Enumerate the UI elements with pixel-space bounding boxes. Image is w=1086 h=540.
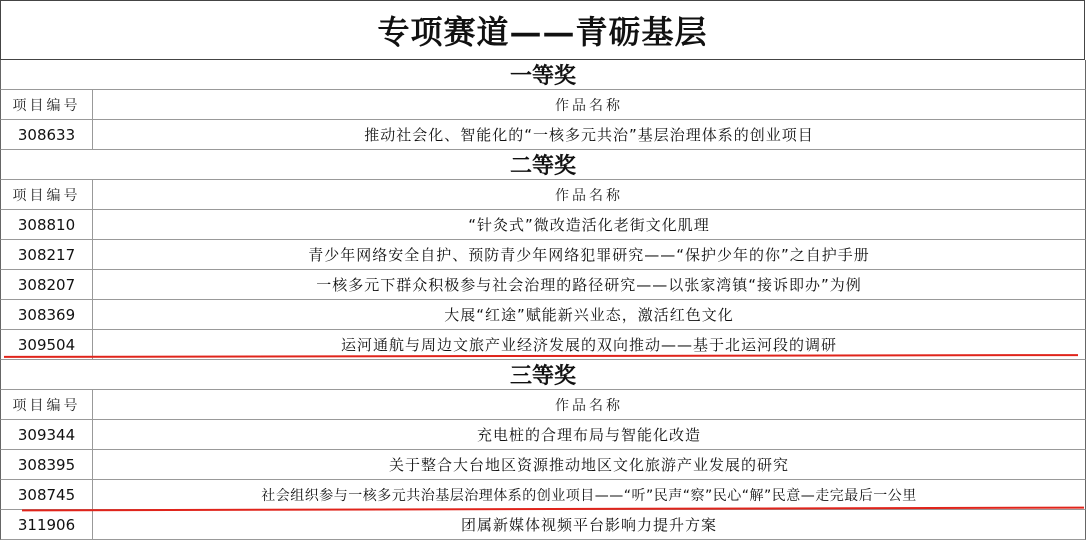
table-row	[0, 210, 1086, 240]
project-id-cell: 311906	[1, 510, 93, 539]
table-header	[0, 180, 1086, 210]
section-heading-second-prize: 二等奖	[0, 150, 1086, 180]
table-row	[0, 420, 1086, 450]
awards-table	[0, 60, 1086, 540]
project-id-cell: 308217	[1, 240, 93, 269]
table-row	[0, 300, 1086, 330]
project-name-cell: 社会组织参与一核多元共治基层治理体系的创业项目——“听”民声“察”民心“解”民意—走完最后一公里	[261, 487, 917, 504]
project-name-cell: 推动社会化、智能化的“一核多元共治”基层治理体系的创业项目	[364, 126, 814, 144]
page-title: 专项赛道——青砺基层	[0, 0, 1085, 60]
table-row	[0, 270, 1086, 300]
project-name-cell: 一核多元下群众积极参与社会治理的路径研究——以张家湾镇“接诉即办”为例	[316, 276, 862, 294]
project-name-cell: 运河通航与周边文旅产业经济发展的双向推动——基于北运河段的调研	[340, 336, 837, 354]
table-row	[0, 480, 1086, 510]
project-id-cell: 308745	[1, 480, 93, 509]
column-header-name: 作品名称	[555, 97, 623, 114]
project-id-cell: 308633	[1, 120, 93, 149]
column-header-id: 项目编号	[1, 390, 93, 419]
project-id-cell: 309504	[1, 330, 93, 359]
project-name-cell: “针灸式”微改造活化老街文化肌理	[468, 216, 710, 234]
project-id-cell: 308395	[1, 450, 93, 479]
column-header-id: 项目编号	[1, 90, 93, 119]
column-header-name: 作品名称	[555, 187, 623, 204]
column-header-name: 作品名称	[555, 397, 623, 414]
table-header	[0, 90, 1086, 120]
table-row	[0, 510, 1086, 540]
project-name-cell: 关于整合大台地区资源推动地区文化旅游产业发展的研究	[388, 456, 789, 474]
project-name-cell: 大展“红途”赋能新兴业态，激活红色文化	[444, 306, 734, 324]
table-row	[0, 450, 1086, 480]
table-row	[0, 120, 1086, 150]
project-id-cell: 308207	[1, 270, 93, 299]
project-name-cell: 充电桩的合理布局与智能化改造	[476, 426, 701, 444]
column-header-id: 项目编号	[1, 180, 93, 209]
project-name-cell: 青少年网络安全自护、预防青少年网络犯罪研究——“保护少年的你”之自护手册	[308, 246, 870, 264]
table-header	[0, 390, 1086, 420]
project-id-cell: 309344	[1, 420, 93, 449]
section-heading-third-prize: 三等奖	[0, 360, 1086, 390]
section-heading-first-prize: 一等奖	[0, 60, 1086, 90]
project-name-cell: 团属新媒体视频平台影响力提升方案	[460, 516, 717, 534]
project-id-cell: 308810	[1, 210, 93, 239]
table-row	[0, 240, 1086, 270]
project-id-cell: 308369	[1, 300, 93, 329]
